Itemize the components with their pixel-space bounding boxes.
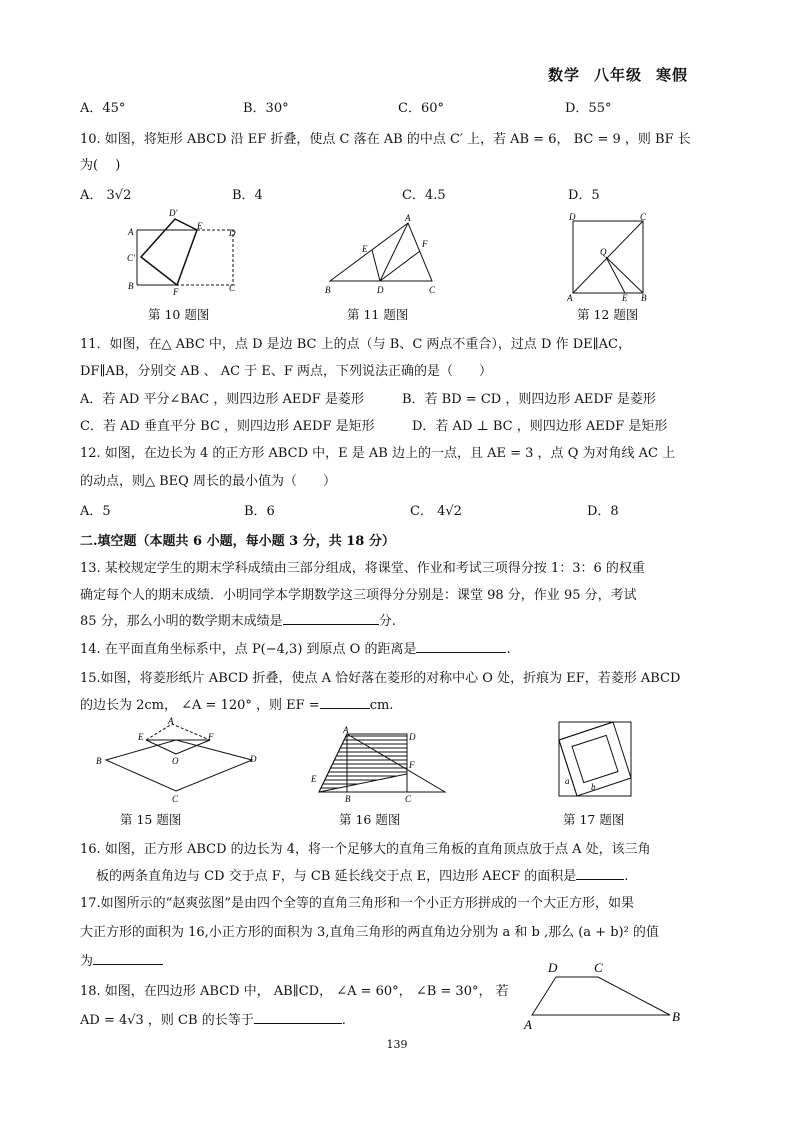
q17-text-3a: 为	[80, 954, 94, 969]
q12-option-a: A．5	[80, 504, 111, 519]
q9-option-d: D．55°	[565, 101, 612, 116]
q13-text-3a: 85 分，那么小明的数学期末成绩是	[80, 614, 283, 629]
q12-text-1: 12. 如图，在边长为 4 的正方形 ABCD 中，E 是 AB 边上的一点，且 AE = 3 ，点 Q 为对角线 AC 上	[80, 446, 676, 461]
q15-text-1: 15.如图，将菱形纸片 ABCD 折叠，使点 A 恰好落在菱形的对称中心 O 处，折痕为 EF，若菱形 ABCD	[80, 671, 681, 686]
fig15-label-o: O	[172, 756, 179, 766]
q10-option-a: A． 3√2	[80, 188, 132, 203]
q12-option-d: D．8	[587, 504, 619, 519]
fig15-label-e: E	[138, 732, 144, 742]
fig11-label-c: C	[429, 285, 436, 295]
fig10-label-c: C	[229, 283, 236, 293]
q12-option-c: C． 4√2	[410, 504, 462, 519]
q15-answer-blank[interactable]	[320, 697, 370, 709]
q13-answer-blank[interactable]	[283, 613, 379, 625]
fig12-label-d: D	[569, 213, 576, 222]
q15-text-2	[80, 694, 393, 713]
q9-option-b: B．30°	[243, 101, 289, 116]
fig15-label-b: B	[96, 756, 102, 766]
figure-16	[305, 722, 450, 804]
caption-fig16: 第 16 题图	[339, 812, 401, 827]
fig16-label-e: E	[311, 774, 317, 784]
q16-text-2b: .	[624, 869, 629, 884]
q13-text-3b: 分.	[378, 614, 396, 629]
q15-text-2b: cm.	[369, 698, 394, 713]
fig16-label-c: C	[405, 794, 412, 804]
header-term: 寒假	[655, 66, 688, 84]
q18-text-2	[80, 1009, 346, 1028]
q14-text	[80, 638, 511, 657]
q17-answer-blank[interactable]	[93, 953, 163, 965]
q18-answer-blank[interactable]	[254, 1012, 342, 1024]
figure-10	[125, 205, 240, 295]
fig12-label-b: B	[641, 293, 647, 303]
fig16-label-d: D	[409, 732, 416, 742]
q12-text-2: 的动点，则△ BEQ 周长的最小值为（ ）	[80, 474, 336, 489]
q10-option-d: D．5	[568, 188, 600, 203]
fig17-label-b: b	[591, 782, 596, 792]
caption-fig11: 第 11 题图	[347, 307, 409, 322]
fig10-label-f: F	[173, 287, 179, 295]
q18-text-1: 18. 如图，在四边形 ABCD 中， AB∥CD， ∠A = 60°， ∠B = 30°， 若	[80, 984, 509, 999]
fig16-label-f: F	[409, 760, 415, 770]
q18-text-2b: .	[341, 1013, 346, 1028]
section-fill-in-title: 二.填空题（本题共 6 小题，每小题 3 分，共 18 分）	[80, 534, 395, 549]
figure-11	[322, 213, 442, 295]
q9-option-a: A．45°	[80, 101, 126, 116]
fig15-label-c: C	[172, 794, 179, 804]
q11-option-a: A．若 AD 平分∠BAC ，则四边形 AEDF 是菱形	[80, 392, 364, 407]
caption-fig15: 第 15 题图	[120, 812, 182, 827]
fig10-label-e: E	[197, 221, 203, 231]
q17-text-2: 大正方形的面积为 16,小正方形的面积为 3,直角三角形的两直角边分别为 a 和 b ,那么 (a + b)² 的值	[80, 925, 659, 940]
fig12-label-q: Q	[600, 247, 607, 257]
fig16-label-b: B	[345, 794, 351, 804]
fig11-label-a: A	[405, 213, 411, 223]
fig15-label-f: F	[208, 732, 214, 742]
q14-text-b: .	[506, 642, 511, 657]
fig10-label-dprime: D′	[169, 208, 178, 218]
header-subject: 数学	[547, 66, 580, 84]
figure-18	[520, 955, 690, 1033]
fig10-label-cprime: C′	[127, 253, 135, 263]
caption-fig10: 第 10 题图	[148, 307, 210, 322]
q17-text-3	[80, 950, 163, 969]
q16-text-2	[96, 865, 628, 884]
fig10-label-b: B	[128, 281, 134, 291]
q14-answer-blank[interactable]	[416, 641, 506, 653]
fig18-label-a: A	[524, 1017, 532, 1032]
q16-answer-blank[interactable]	[576, 868, 624, 880]
fig16-label-a: A	[343, 725, 349, 735]
fig12-label-a: A	[567, 293, 573, 303]
page-number: 139	[386, 1038, 408, 1051]
fig18-label-b: B	[672, 1009, 680, 1024]
q12-option-b: B．6	[244, 504, 275, 519]
q11-option-d: D．若 AD ⊥ BC ，则四边形 AEDF 是矩形	[412, 419, 668, 434]
q11-option-c: C．若 AD 垂直平分 BC ，则四边形 AEDF 是矩形	[80, 419, 375, 434]
page-header	[534, 64, 688, 85]
q16-text-1: 16. 如图，正方形 ABCD 的边长为 4，将一个足够大的直角三角板的直角顶点放于点 A 处，该三角	[80, 842, 651, 857]
q11-text-1: 11．如图，在△ ABC 中，点 D 是边 BC 上的点（与 B、C 两点不重合），过点 D 作 DE∥AC，	[80, 337, 631, 352]
fig10-label-a: A	[128, 227, 134, 237]
header-grade: 八年级	[593, 66, 642, 84]
q13-text-2: 确定每个人的期末成绩．小明同学本学期数学这三项得分分别是：课堂 98 分，作业 95 分，考试	[80, 588, 637, 603]
q10-option-b: B．4	[232, 188, 263, 203]
fig11-label-b: B	[325, 285, 331, 295]
fig15-label-a: A	[168, 716, 174, 726]
fig18-label-c: C	[594, 960, 603, 975]
q14-text-a: 14. 在平面直角坐标系中，点 P(−4,3) 到原点 O 的距离是	[80, 642, 417, 657]
q9-option-c: C．60°	[398, 101, 444, 116]
q17-text-1: 17.如图所示的“赵爽弦图”是由四个全等的直角三角形和一个小正方形拼成的一个大正方形，如果	[80, 896, 634, 911]
figure-15	[92, 716, 262, 806]
fig15-label-d: D	[250, 754, 257, 764]
q16-text-2a: 板的两条直角边与 CD 交于点 F，与 CB 延长线交于点 E，四边形 AECF 的面积是	[96, 869, 577, 884]
q13-text-3	[80, 610, 396, 629]
fig12-label-c: C	[640, 213, 647, 222]
fig18-label-d: D	[548, 960, 558, 975]
fig11-label-e: E	[362, 244, 368, 254]
fig11-label-d: D	[377, 285, 384, 295]
fig17-label-a: a	[565, 776, 570, 786]
q13-text-1: 13. 某校规定学生的期末学科成绩由三部分组成，将课堂、作业和考试三项得分按 1：3：6 的权重	[80, 561, 645, 576]
figure-12	[563, 213, 653, 303]
q15-text-2a: 的边长为 2cm， ∠A = 120° ，则 EF =	[80, 698, 320, 713]
caption-fig17: 第 17 题图	[563, 812, 625, 827]
figure-17	[555, 718, 635, 800]
q18-text-2a: AD = 4√3 ，则 CB 的长等于	[80, 1013, 254, 1028]
q10-text-1: 10. 如图，将矩形 ABCD 沿 EF 折叠，使点 C 落在 AB 的中点 C′ 上，若 AB = 6， BC = 9 ，则 BF 长	[80, 132, 691, 147]
q10-option-c: C．4.5	[402, 188, 446, 203]
fig12-label-e: E	[622, 293, 628, 303]
fig10-label-d: D	[229, 228, 236, 238]
fig11-label-f: F	[422, 239, 428, 249]
q11-option-b: B．若 BD = CD ，则四边形 AEDF 是菱形	[402, 392, 656, 407]
q10-text-2: 为( )	[80, 158, 121, 173]
q11-text-2: DF∥AB，分别交 AB 、 AC 于 E、F 两点，下列说法正确的是（ ）	[80, 364, 492, 379]
caption-fig12: 第 12 题图	[577, 307, 639, 322]
